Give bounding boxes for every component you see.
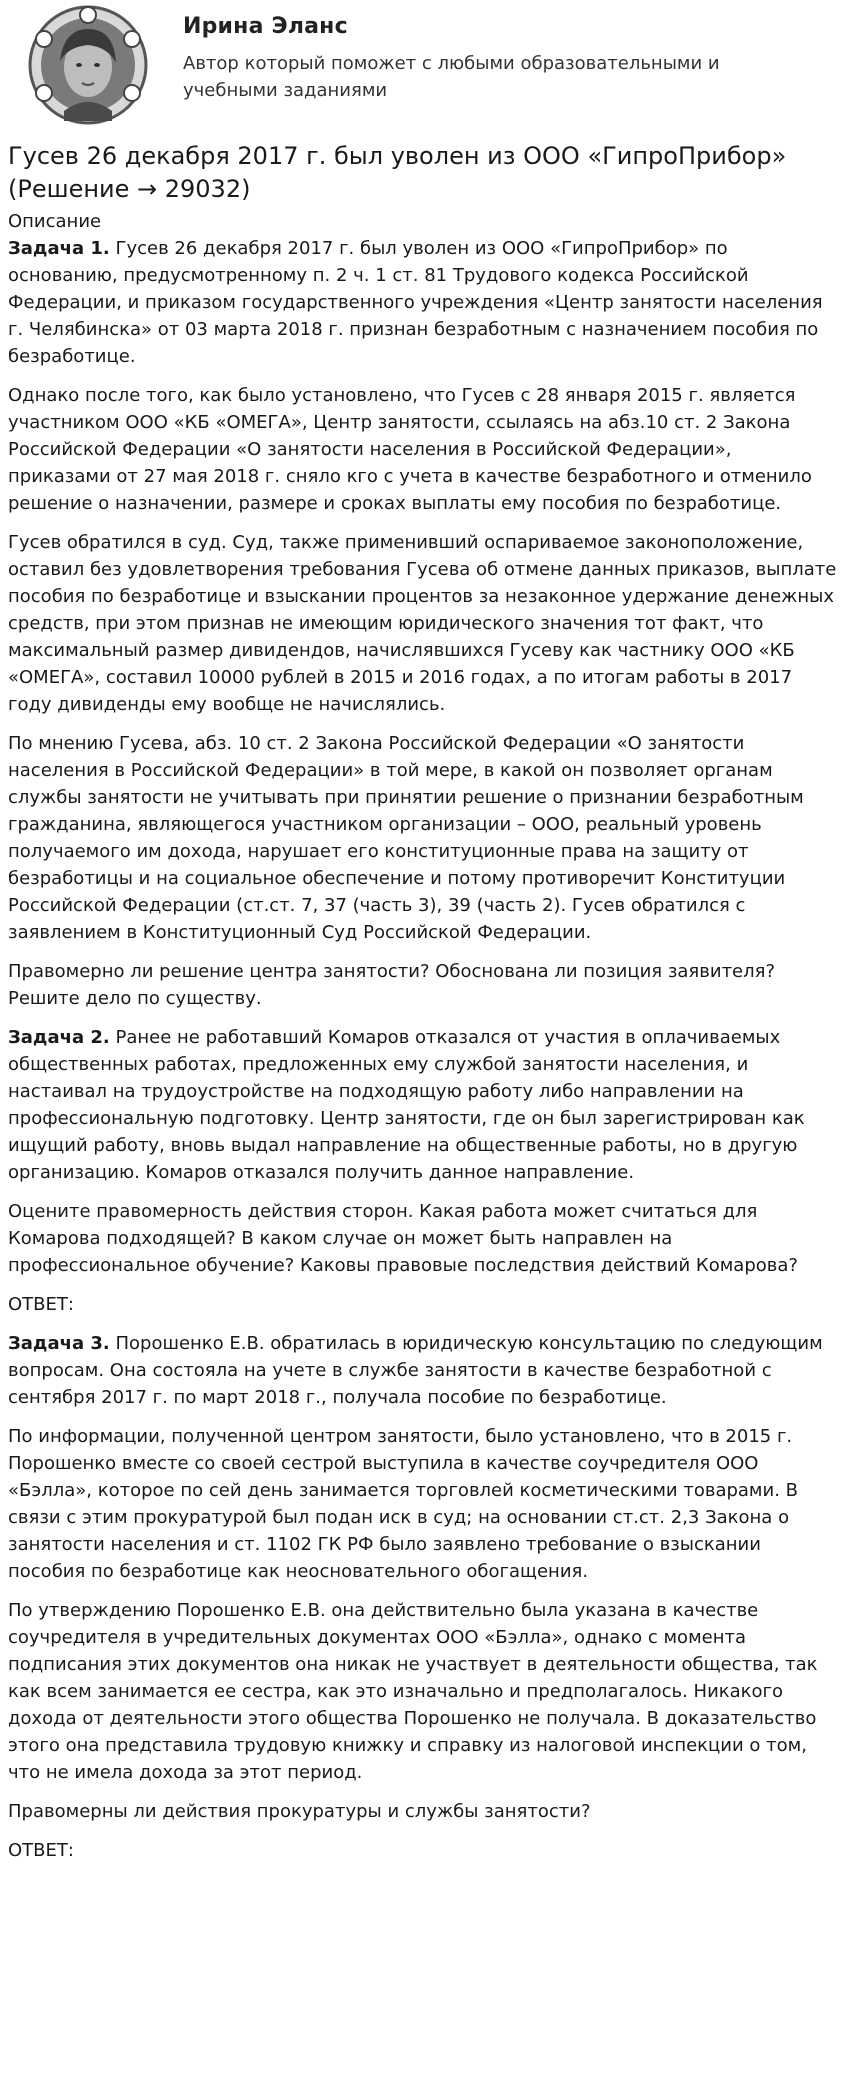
description-label: Описание [8,211,102,232]
task1-paragraph-3: Гусев обратился в суд. Суд, также применивший оспариваемое законоположение, оставил без удовлетворения требования Гусева об отмене данных приказов, выплате пособия по безработице и взыскании процентов за незаконное удержание денежных средств, при этом признав не имеющим юридического значения тот факт, что максимальный размер дивидендов, начислявшихся Гусеву как частнику ООО «КБ «ОМЕГА», составил 10000 рублей в 2015 и 2016 годах, а по итогам работы в 2017 году дивиденды ему вообще не начислялись. [8,532,837,715]
task3-label: Задача 3. [8,1333,110,1354]
task3-question: Правомерны ли действия прокуратуры и службы занятости? [8,1801,591,1822]
author-description: Автор который поможет с любыми образовательными и учебными заданиями [183,53,720,101]
task2-answer-label: ОТВЕТ: [8,1294,74,1315]
task1-label: Задача 1. [8,238,110,259]
avatar-image [4,3,172,125]
avatar [4,3,172,125]
author-name[interactable]: Ирина Эланс [183,14,348,39]
task2-label: Задача 2. [8,1027,110,1048]
task2-paragraph-1 [8,1024,838,1186]
task1-paragraph-2: Однако после того, как было установлено, что Гусев с 28 января 2015 г. является участником ООО «КБ «ОМЕГА», Центр занятости, ссылаясь на абз.10 ст. 2 Закона Российской Федерации «О занятости населения в Российской Федерации», приказами от 27 мая 2018 г. сняло кго с учета в качестве безработного и отменило решение о назначении, размере и сроках выплаты ему пособия по безработице. [8,385,812,514]
page-title: Гусев 26 декабря 2017 г. был уволен из ООО «ГипроПрибор» (Решение → 29032) [8,142,787,203]
task1-paragraph-4: По мнению Гусева, абз. 10 ст. 2 Закона Российской Федерации «О занятости населения в Российской Федерации» в той мере, в какой он позволяет органам службы занятости не учитывать при принятии решение о признании безработным гражданина, являющегося участником организации – ООО, реальный уровень получаемого им дохода, нарушает его конституционные права на защиту от безработицы и на социальное обеспечение и потому противоречит Конституции Российской Федерации (ст.ст. 7, 37 (часть 3), 39 (часть 2). Гусев обратился с заявлением в Конституционный Суд Российской Федерации. [8,733,804,943]
task3-answer-label: ОТВЕТ: [8,1840,74,1861]
task3-paragraph-2: По информации, полученной центром занятости, было установлено, что в 2015 г. Порошенко вместе со своей сестрой выступила в качестве соучредителя ООО «Бэлла», которое по сей день занимается торговлей косметическими товарами. В связи с этим прокуратурой был подан иск в суд; на основании ст.ст. 2,3 Закона о занятости населения и ст. 1102 ГК РФ было заявлено требование о взыскании пособия по безработице как неосновательного обогащения. [8,1426,799,1582]
article [8,140,838,1876]
task2-question: Оцените правомерность действия сторон. Какая работа может считаться для Комарова подходящей? В каком случае он может быть направлен на профессиональное обучение? Каковы правовые последствия действий Комарова? [8,1201,798,1276]
task3-paragraph-3: По утверждению Порошенко Е.В. она действительно была указана в качестве соучредителя в учредительных документах ООО «Бэлла», однако с момента подписания этих документов она никак не участвует в деятельности общества, так как всем занимается ее сестра, как это изначально и предполагалось. Никакого дохода от деятельности этого общества Порошенко не получала. В доказательство этого она представила трудовую книжку и справку из налоговой инспекции о том, что не имела дохода за этот период. [8,1600,818,1783]
task2-text-1: Ранее не работавший Комаров отказался от участия в оплачиваемых общественных работах, предложенных ему службой занятости населения, и настаивал на трудоустройстве на подходящую работу либо направлении на профессиональную подготовку. Центр занятости, где он был зарегистрирован как ищущий работу, вновь выдал направление на общественные работы, но в другую организацию. Комаров отказался получить данное направление. [8,1027,805,1183]
task1-text-1: Гусев 26 декабря 2017 г. был уволен из ООО «ГипроПрибор» по основанию, предусмотренному п. 2 ч. 1 ст. 81 Трудового кодекса Российской Федерации, и приказом государственного учреждения «Центр занятости населения г. Челябинска» от 03 марта 2018 г. признан безработным с назначением пособия по безработице. [8,238,823,367]
task1-question: Правомерно ли решение центра занятости? Обоснована ли позиция заявителя? Решите дело по существу. [8,961,776,1009]
task1-paragraph-1 [8,235,838,370]
task3-text-1: Порошенко Е.В. обратилась в юридическую консультацию по следующим вопросам. Она состояла на учете в службе занятости в качестве безработной с сентября 2017 г. по март 2018 г., получала пособие по безработице. [8,1333,823,1408]
author-block [0,0,847,125]
task3-paragraph-1 [8,1330,838,1411]
